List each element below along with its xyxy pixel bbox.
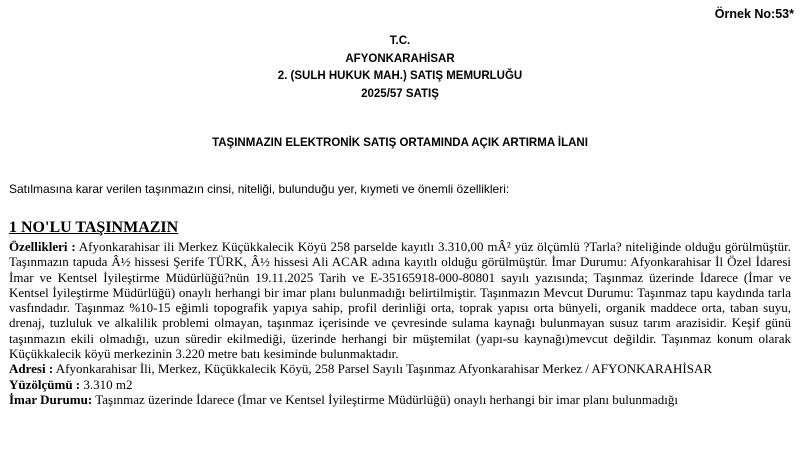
zoning-text: Taşınmaz üzerinde İdarece (İmar ve Kentsel İyileştirme Müdürlüğü) onaylı herhangi bir imar planı bulunmadığı bbox=[92, 391, 679, 407]
section-title: 1 NO'LU TAŞINMAZIN bbox=[9, 219, 179, 236]
header-line-city: AFYONKARAHİSAR bbox=[345, 52, 455, 65]
address-label: Adresi : bbox=[9, 361, 54, 377]
header-line-case: 2025/57 SATIŞ bbox=[361, 87, 439, 100]
announcement-title: TAŞINMAZIN ELEKTRONİK SATIŞ ORTAMINDA AÇIK ARTIRMA İLANI bbox=[212, 137, 588, 149]
zoning-paragraph bbox=[9, 392, 791, 407]
header-line-tc: T.C. bbox=[389, 35, 411, 47]
address-text: Afyonkarahisar İli, Merkez, Küçükkalecik Köyü, 258 Parsel Sayılı Taşınmaz Afyonkarahisar Merkez / AFYONKARAHİSAR bbox=[53, 361, 713, 377]
features-label: Özellikleri : bbox=[9, 239, 76, 254]
zoning-label: İmar Durumu: bbox=[9, 391, 93, 407]
header-line-office: 2. (SULH HUKUK MAH.) SATIŞ MEMURLUĞU bbox=[277, 70, 523, 82]
property-details bbox=[9, 239, 791, 407]
intro-text: Satılmasına karar verilen taşınmazın cinsi, niteliği, bulunduğu yer, kıymeti ve önemli özellikleri: bbox=[9, 182, 510, 196]
features-paragraph bbox=[9, 239, 791, 361]
features-text: Afyonkarahisar ili Merkez Küçükkalecik Köyü 258 parselde kayıtlı 3.310,00 mÂ² yüz ölçümlü ?Tarla? niteliğinde olduğu görülmüştür. Taşınmazın tapuda Â½ hissesi Şerife TÜRK, Â½ hissesi Ali ACAR adına kayıtlı olduğu görülmüştür. İmar Durumu: Afyonkarahisar İl Özel İdaresi İmar ve Kentsel İyileştirme Müdürlüğü?nün 19.11.2025 Tarih ve E-35165918-000-80801 sayılı yazısında; Taşınmaz üzerinde İdarece (İmar ve Kentsel İyileştirme Müdürlüğü) onaylı herhangi bir imar planı bulunmadığı belirtilmiştir. Taşınmazın Mevcut Durumu: Taşınmaz tapu kaydında tarla vasfındadır. Taşınmaz %10-15 eğimli topografik yapıya sahip, profil derinliği orta, toprak yapısı orta bünyeli, organik maddece orta, taban suyu, drenaj, tuzluluk ve alkalilik problemi olmayan, taşınmaz içerisinde ve çevresinde sulama kaynağı bulunmayan susuz tarım arazisidir. Keşif günü taşınmazın ekili olmadığı, uzun süredir ekilmediği, üzerinde herhangi bir müştemilat (yapı-su kaynağı)mevcut değildir. Taşınmaz konum olarak Küçükkalecik köyü merkezinin 3.220 metre batı kesiminde bulunmaktadır. bbox=[9, 239, 792, 362]
document-header bbox=[0, 33, 800, 103]
form-number: Örnek No:53* bbox=[714, 7, 794, 21]
area-label: Yüzölçümü : bbox=[9, 376, 81, 392]
area-paragraph bbox=[9, 377, 791, 392]
area-text: 3.310 m2 bbox=[80, 376, 133, 392]
address-paragraph bbox=[9, 361, 791, 376]
